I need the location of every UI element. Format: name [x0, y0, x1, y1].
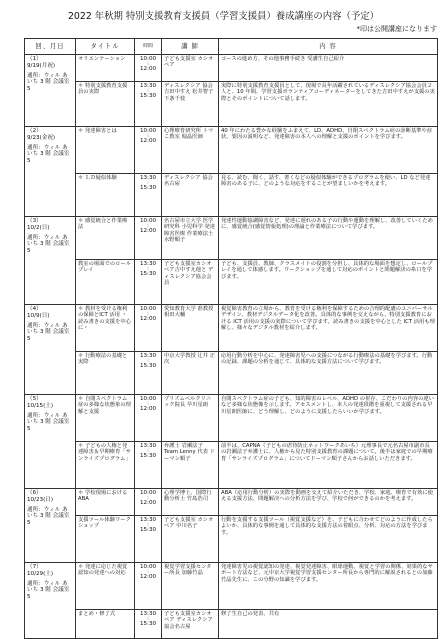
session-title: ＊ 特別支援教育支援員の実際	[76, 82, 135, 127]
session-date: 10/29(土)	[27, 570, 54, 577]
time-end: 15:30	[139, 453, 157, 460]
time-start: 13:30	[139, 443, 157, 449]
table-row	[25, 305, 438, 352]
session-date: 9/23(金祝)	[27, 134, 56, 141]
session-number: （4）	[27, 306, 42, 312]
schedule-table	[24, 38, 438, 639]
session-lecturer: 心理学博士、国際行動分析士 竹島浩司	[162, 489, 219, 516]
time-end: 12:00	[139, 228, 157, 235]
session-lecturer: 愛知教育大学 准教授 相田大輔	[162, 305, 219, 352]
time-end: 15:30	[139, 93, 157, 100]
session-number: （1）	[27, 56, 42, 62]
session-time	[135, 442, 162, 489]
session-number: （2）	[27, 128, 42, 134]
time-start: 10:00	[139, 218, 157, 224]
session-content: 行動を支援する支援ツール（視覚支援など）を、子どもに合わせてどのように作成したらよいか、具体的な事例を通して具体的な支援方法の着眼点、分析、対応の方法を学びます。	[219, 516, 438, 563]
table-row	[25, 516, 438, 563]
header-title: タイトル	[76, 39, 135, 55]
session-number: （7）	[27, 564, 42, 570]
time-separator: ｜	[146, 448, 150, 454]
session-number: （5）	[27, 396, 42, 402]
session-title: ＊ 発達障害とは	[76, 127, 135, 174]
time-separator: ｜	[146, 88, 150, 94]
session-date: 10/2(日)	[27, 224, 50, 231]
time-end: 12:00	[139, 500, 157, 507]
session-content: コースの進め方、その他事務手続き 受講生自己紹介	[219, 55, 438, 82]
time-start: 13:30	[139, 353, 157, 359]
session-content: 発達性運動協調障害など、発達に遅れのある子の行動や運動を理解し、改善していくために、感覚統合(感覚情報処理)の理論と作業療法について学びます。	[219, 217, 438, 260]
table-row	[25, 489, 438, 516]
page-title: 2022 年秋期 特別支援教育支援員（学習支援員）養成講座の内容（予定）	[67, 11, 380, 22]
session-lecturer: 子ども支援室 カシオペア	[162, 55, 219, 82]
session-lecturer: 名古屋市立大学 医学研究科 小児科学 発達障害医療 作業療法士 水野順子	[162, 217, 219, 260]
public-lecture-note: *印は公開講座になります	[356, 25, 437, 33]
session-date-cell	[25, 217, 76, 305]
time-start: 13:30	[139, 83, 157, 89]
time-separator: ｜	[146, 61, 150, 67]
time-separator: ｜	[146, 569, 150, 575]
session-date: 9/19(月祝)	[27, 62, 56, 69]
session-lecturer: ディスレクシア 協会 吉田中すえ 松井智子 下条千枝	[162, 82, 219, 127]
time-separator: ｜	[146, 616, 150, 622]
table-row	[25, 352, 438, 395]
session-title: ＊ 教材を受ける権利の保障とICT 活用 ・読み書きの支援を中心に・	[76, 305, 135, 352]
table-row	[25, 610, 438, 639]
session-date-cell	[25, 305, 76, 395]
session-time	[135, 563, 162, 610]
time-separator: ｜	[146, 266, 150, 272]
session-content: 応用行動分析を中心に、発達障害児への支援につながる行動療法の基礎を学びます。行動の記録、課題の分析を通じて、具体的な支援方法について学びます。	[219, 352, 438, 395]
session-venue: 通所：ウィル あいち 3 階 会議室 5	[27, 506, 70, 527]
time-start: 10:00	[139, 564, 157, 570]
time-start: 13:30	[139, 261, 157, 267]
session-date: 10/23(日)	[27, 496, 54, 503]
header-date: 回、月日	[25, 39, 76, 55]
session-title: オリエンテーション	[76, 55, 135, 82]
time-separator: ｜	[146, 223, 150, 229]
session-date-cell	[25, 489, 76, 563]
session-time	[135, 260, 162, 305]
session-content: 前半は、CAPNA（子どもの虐待防止ネットワークあいち）元理事長で元名古屋市副市長の岩瀬法子弁護士に、人権から見た特別支援教育の課題について。後半は家庭での早期療育「サンライズプログラム」についてドーマン順子さんからお話しいただきます。	[219, 442, 438, 489]
session-title: ＊ 感覚統合と作業療法	[76, 217, 135, 260]
session-venue: 通所：ウィル あいち 3 階 会議室 5	[27, 580, 70, 601]
session-time	[135, 217, 162, 260]
header-time: 時間	[135, 39, 162, 55]
session-number: （6）	[27, 490, 42, 496]
session-number: （3）	[27, 218, 42, 224]
session-content: 実際に特別支援教育支援員として、現場で長年活躍されているディスレクシア協会会員２人と、10 年間、学習支援ボランティアコーディネーターをしてきた吉田中すえが支援の実際とそのポイントについて話します。	[219, 82, 438, 127]
session-title: 教室の場面でのロールプレイ	[76, 260, 135, 305]
time-end: 12:00	[139, 138, 157, 145]
table-row	[25, 55, 438, 82]
time-separator: ｜	[146, 495, 150, 501]
time-separator: ｜	[146, 358, 150, 364]
time-end: 15:30	[139, 621, 157, 628]
table-row	[25, 127, 438, 174]
session-content: 子ども、支援員、教師、クラスメイトの役割を分担し、具体的な場面を想定し、ロールプレイを通して体感します。ワークショップを通して対応のポイントと問題解決の糸口を学びます。	[219, 260, 438, 305]
time-separator: ｜	[146, 522, 150, 528]
session-venue: 通所：ウィル あいち 3 階 会議室 5	[27, 144, 70, 165]
time-separator: ｜	[146, 401, 150, 407]
time-end: 15:30	[139, 527, 157, 534]
session-time	[135, 395, 162, 442]
session-date-cell	[25, 127, 76, 217]
session-content: 見る、読む、聞く、話す、書くなどの疑似体験ができるプログラムを使い、LD など発達障害のある子に、どのような対応をすることが望ましいかを考えます。	[219, 174, 438, 217]
schedule-body	[25, 55, 438, 639]
time-end: 12:00	[139, 66, 157, 73]
session-content: 発達障害児の視覚認知の発達、視覚発達障害、眼球運動、視覚と学習の関係、効果的なサポート方法など、元中京大学視覚学習支援センター所長から専門的に解説されるとの加藤竹晶先生に、この分野の知識を学びます。	[219, 563, 438, 610]
session-lecturer: 弁護士 岩瀬法子 Team Lenny 代表 ドーマン順子	[162, 442, 219, 489]
session-lecturer: 子ども支援室カシオペア ディスレクシア協会名古屋	[162, 610, 219, 639]
time-start: 13:30	[139, 175, 157, 181]
time-separator: ｜	[146, 180, 150, 186]
session-lecturer: 子ども支援室カシオペア吉中すえ他と ディスレクシア協会会員	[162, 260, 219, 305]
session-title: ＊ 行動療法の基礎と実際	[76, 352, 135, 395]
session-venue: 通所：ウィル あいち 3 階 会議室 5	[27, 234, 70, 255]
session-date-cell	[25, 395, 76, 489]
session-time	[135, 82, 162, 127]
header-lecturer: 講 師	[162, 39, 219, 55]
table-row	[25, 395, 438, 442]
table-row	[25, 563, 438, 610]
session-venue: 通所：ウィル あいち 3 階 会議室 5	[27, 412, 70, 433]
session-lecturer: ディスレクシア 協会名古屋	[162, 174, 219, 217]
time-start: 10:00	[139, 56, 157, 62]
table-row	[25, 260, 438, 305]
table-row	[25, 174, 438, 217]
session-lecturer: プリズムベルクリニック院長 早川星朗	[162, 395, 219, 442]
session-lecturer: 視覚学習支援センター所長 加藤竹晶	[162, 563, 219, 610]
time-end: 12:00	[139, 406, 157, 413]
time-start: 13:30	[139, 517, 157, 523]
session-date-cell	[25, 55, 76, 127]
session-date: 10/15(土)	[27, 402, 54, 409]
table-row	[25, 82, 438, 127]
session-content: 40 年にわたる豊かな経験をふまえて、LD、ADHD、自閉スペクトラム症の診断基準や症状、要因の説明など、発達障害の本人への理解と支援のポイントを学びます。	[219, 127, 438, 174]
session-title: ＊ 発達に応じた視覚認知の発達への対応	[76, 563, 135, 610]
session-content: 自閉スペクトラム症の子ども、知的障害のレベル、ADHD の併存、こだわりの内容の違いなど多様な状態像を示します。アセスメントし、本人の発達段階を重視して支援される早川星朗医師に、どう理解し、どのように支援したらいいか学びます。	[219, 395, 438, 442]
session-time	[135, 127, 162, 174]
table-row	[25, 217, 438, 260]
time-start: 10:00	[139, 396, 157, 402]
session-time	[135, 305, 162, 352]
time-end: 15:30	[139, 271, 157, 278]
session-venue: 通所：ウィル あいち 3 階 会議室 5	[27, 322, 70, 343]
session-lecturer: 子ども支援室 カシオペア 中川名子	[162, 516, 219, 563]
session-content: ABA（応用行動分析）の実際を動画を交えて紹介いただき、学校、家庭、療育で有効に使える支援方法、問題解決への分析方法を学び、学校で何ができるのかを考えます。	[219, 489, 438, 516]
time-end: 12:00	[139, 574, 157, 581]
session-content: 修了生自己の発表、共有	[219, 610, 438, 639]
time-start: 10:00	[139, 306, 157, 312]
session-title: ＊ 自閉スペクトラム症の多様な状態象の理解と支援	[76, 395, 135, 442]
time-separator: ｜	[146, 311, 150, 317]
session-title: まとめ・修了式	[76, 610, 135, 639]
time-start: 10:00	[139, 128, 157, 134]
session-title: 支援ツール体験ワークショップ	[76, 516, 135, 563]
session-venue: 通所：ウィル あいち 3 階 会議室 5	[27, 72, 70, 93]
session-time	[135, 174, 162, 217]
header-content: 内 容	[219, 39, 438, 55]
time-end: 15:30	[139, 185, 157, 192]
session-lecturer: 中京大学教授 辻井 正次	[162, 352, 219, 395]
session-time	[135, 516, 162, 563]
session-time	[135, 352, 162, 395]
session-date-cell	[25, 563, 76, 639]
table-header-row	[25, 39, 438, 55]
session-lecturer: 心理療育研究所 トマこ教室 堀晶医師	[162, 127, 219, 174]
time-start: 13:30	[139, 611, 157, 617]
session-date: 10/9(日)	[27, 312, 50, 319]
time-separator: ｜	[146, 133, 150, 139]
time-end: 15:30	[139, 363, 157, 370]
session-time	[135, 610, 162, 639]
session-title: ＊ ＬＤ疑似体験	[76, 174, 135, 217]
session-title: ＊ 学校現場における ABA	[76, 489, 135, 516]
time-end: 12:00	[139, 316, 157, 323]
session-title: ＊ 子どもの人権と発達障害＆早期療育「サンライズプログラム」	[76, 442, 135, 489]
session-time	[135, 55, 162, 82]
time-start: 10:00	[139, 490, 157, 496]
table-row	[25, 442, 438, 489]
session-time	[135, 489, 162, 516]
session-content: 視覚障害教育の立場から、教育を受ける権利を保障するための合理的配慮のユニバーサルデザイン、教材デジタルデータ化を改善。具体的な事例を交えながら、特別支援教育における ICT 活用の支援の実際について学びます。読み書きの支援を中心とした ICT 活用も理解し、様々なデジタル教材を紹介します。	[219, 305, 438, 352]
